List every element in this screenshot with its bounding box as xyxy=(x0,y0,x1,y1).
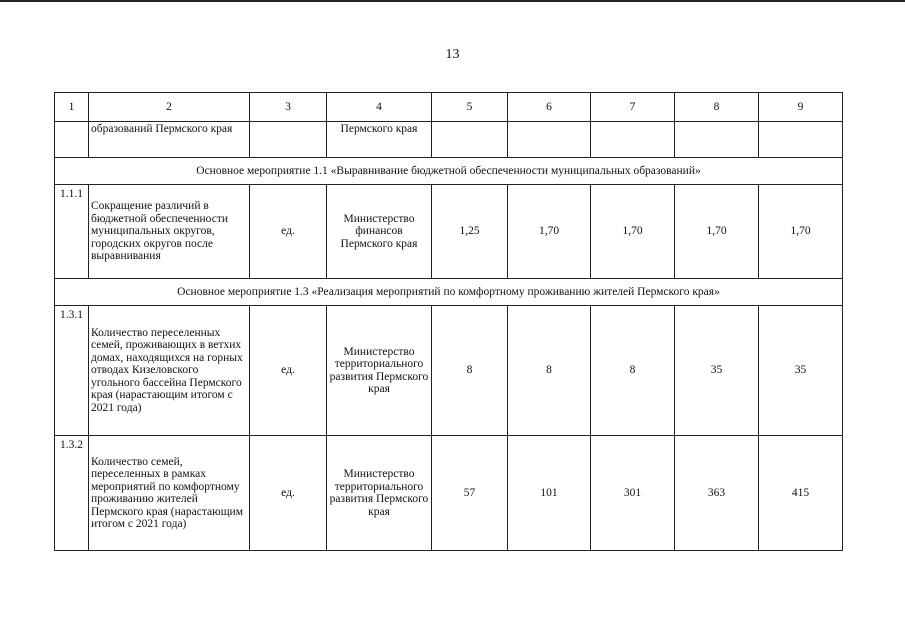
table-row xyxy=(55,185,843,279)
cell-value: 8 xyxy=(591,306,675,436)
cell-num xyxy=(55,122,89,158)
section-row xyxy=(55,158,843,185)
cell-executor: Министерство территориального развития Пермского края xyxy=(327,306,432,436)
continuation-row xyxy=(55,122,843,158)
header-cell: 8 xyxy=(675,93,759,122)
page-number: 13 xyxy=(445,47,460,62)
page-top-border xyxy=(0,0,905,2)
header-cell: 5 xyxy=(432,93,508,122)
cell-executor: Министерство финансов Пермского края xyxy=(327,185,432,279)
cell-unit: ед. xyxy=(250,436,327,551)
cell-value xyxy=(432,122,508,158)
section-title: Основное мероприятие 1.1 «Выравнивание бюджетной обеспеченности муниципальных образований» xyxy=(55,158,843,185)
cell-value: 1,70 xyxy=(508,185,591,279)
header-cell: 4 xyxy=(327,93,432,122)
cell-value: 415 xyxy=(759,436,843,551)
cell-value: 363 xyxy=(675,436,759,551)
cell-value: 8 xyxy=(432,306,508,436)
cell-executor: Министерство территориального развития Пермского края xyxy=(327,436,432,551)
cell-value xyxy=(675,122,759,158)
cell-num: 1.3.1 xyxy=(55,306,89,436)
table-header-row xyxy=(55,93,843,122)
cell-value: 1,70 xyxy=(675,185,759,279)
cell-value: 35 xyxy=(675,306,759,436)
cell-value xyxy=(591,122,675,158)
cell-value xyxy=(508,122,591,158)
cell-unit: ед. xyxy=(250,185,327,279)
cell-value: 1,70 xyxy=(759,185,843,279)
cell-value: 8 xyxy=(508,306,591,436)
cell-executor: Пермского края xyxy=(327,122,432,158)
cell-num: 1.3.2 xyxy=(55,436,89,551)
header-cell: 1 xyxy=(55,93,89,122)
section-row xyxy=(55,279,843,306)
cell-name: Количество переселенных семей, проживающих в ветхих домах, находящихся на горных отводах Кизеловского угольного бассейна Пермского края (нарастающим итогом с 2021 года) xyxy=(89,306,250,436)
header-cell: 9 xyxy=(759,93,843,122)
indicators-table xyxy=(54,92,843,551)
cell-value: 1,25 xyxy=(432,185,508,279)
cell-value: 101 xyxy=(508,436,591,551)
table-row xyxy=(55,436,843,551)
header-cell: 3 xyxy=(250,93,327,122)
cell-value: 301 xyxy=(591,436,675,551)
header-cell: 7 xyxy=(591,93,675,122)
cell-name: Количество семей, переселенных в рамках мероприятий по комфортному проживанию жителей Пермского края (нарастающим итогом с 2021 года) xyxy=(89,436,250,551)
cell-value: 57 xyxy=(432,436,508,551)
cell-name: образований Пермского края xyxy=(89,122,250,158)
table-row xyxy=(55,306,843,436)
cell-unit: ед. xyxy=(250,306,327,436)
header-cell: 6 xyxy=(508,93,591,122)
cell-value xyxy=(759,122,843,158)
cell-num: 1.1.1 xyxy=(55,185,89,279)
cell-unit xyxy=(250,122,327,158)
cell-value: 35 xyxy=(759,306,843,436)
cell-value: 1,70 xyxy=(591,185,675,279)
header-cell: 2 xyxy=(89,93,250,122)
cell-name: Сокращение различий в бюджетной обеспеченности муниципальных округов, городских округов после выравнивания xyxy=(89,185,250,279)
section-title: Основное мероприятие 1.3 «Реализация мероприятий по комфортному проживанию жителей Пермского края» xyxy=(55,279,843,306)
